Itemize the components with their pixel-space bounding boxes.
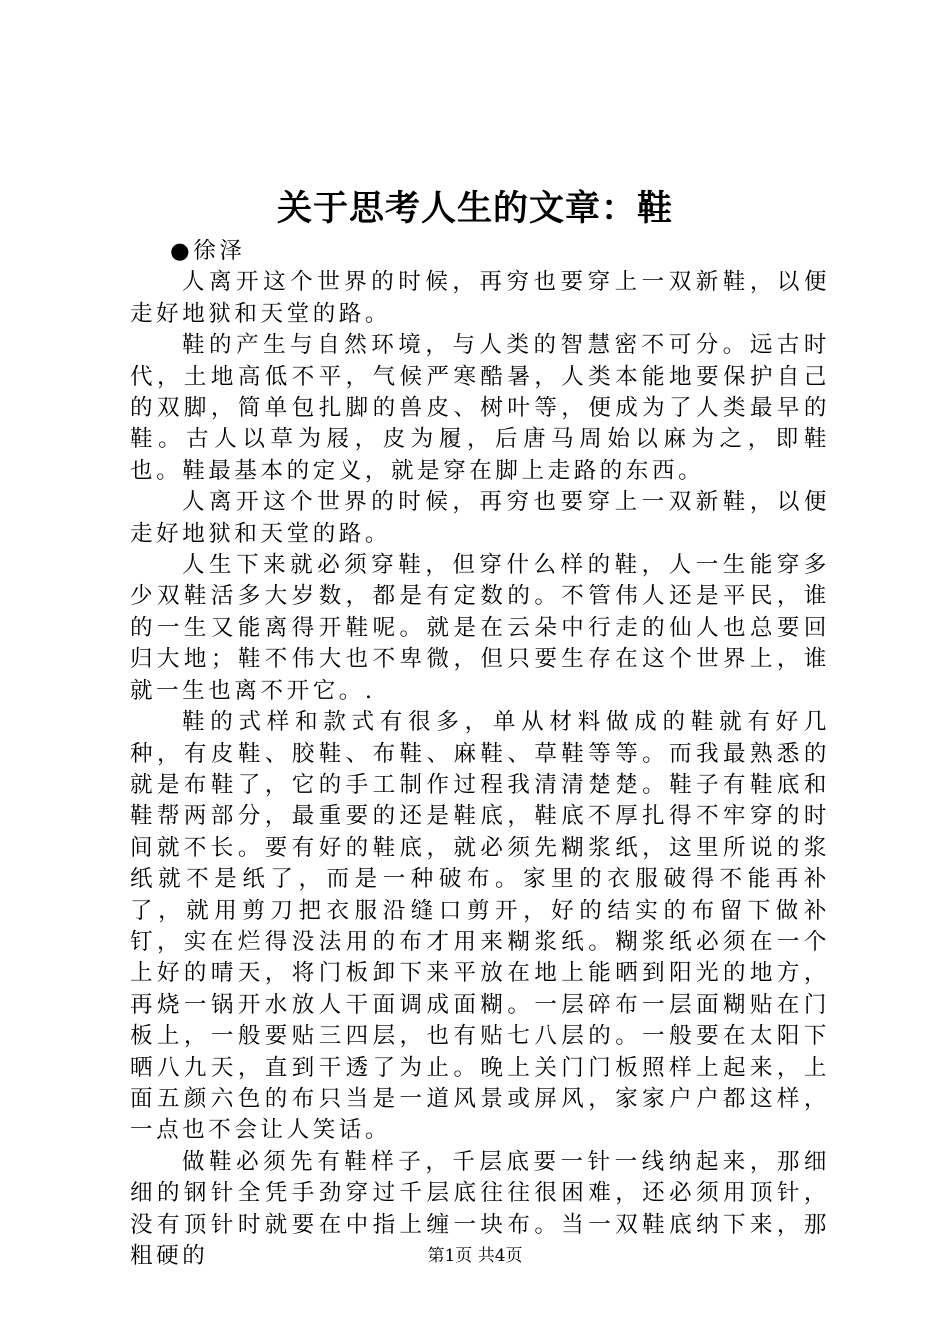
paragraph-1: 人离开这个世界的时候，再穷也要穿上一双新鞋，以便走好地狱和天堂的路。 [130, 269, 830, 327]
author-line: ●徐泽 [170, 238, 246, 264]
paragraph-5: 鞋的式样和款式有很多，单从材料做成的鞋就有好几种，有皮鞋、胶鞋、布鞋、麻鞋、草鞋等等。而我最熟悉的就是布鞋了，它的手工制作过程我清清楚楚。鞋子有鞋底和鞋帮两部分，最重要的还是鞋底，鞋底不厚扎得不牢穿的时间就不长。要有好的鞋底，就必须先糊浆纸，这里所说的浆纸就不是纸了，而是一种破布。家里的衣服破得不能再补了，就用剪刀把衣服沿缝口剪开，好的结实的布留下做补钉，实在烂得没法用的布才用来糊浆纸。糊浆纸必须在一个上好的晴天，将门板卸下来平放在地上能晒到阳光的地方，再烧一锅开水放人干面调成面糊。一层碎布一层面糊贴在门板上，一般要贴三四层，也有贴七八层的。一般要在太阳下晒八九天，直到干透了为止。晚上关门门板照样上起来，上面五颜六色的布只当是一道风景或屏风，家家户户都这样，一点也不会让人笑话。 [130, 709, 830, 1144]
paragraph-2: 鞋的产生与自然环境，与人类的智慧密不可分。远古时代，土地高低不平，气候严寒酷暑，人类本能地要保护自己的双脚，简单包扎脚的兽皮、树叶等，便成为了人类最早的鞋。古人以草为屐，皮为履，后唐马周始以麻为之，即鞋也。鞋最基本的定义，就是穿在脚上走路的东西。 [130, 332, 830, 484]
paragraph-4: 人生下来就必须穿鞋，但穿什么样的鞋，人一生能穿多少双鞋活多大岁数，都是有定数的。不管伟人还是平民，谁的一生又能离得开鞋呢。就是在云朵中行走的仙人也总要回归大地；鞋不伟大也不卑微，但只要生存在这个世界上，谁就一生也离不开它。. [130, 552, 830, 704]
paragraph-6: 做鞋必须先有鞋样子，千层底要一针一线纳起来，那细细的钢针全凭手劲穿过千层底往往很困难，还必须用顶针，没有顶针时就要在中指上缠一块布。当一双鞋底纳下来，那粗硬的 [130, 1148, 830, 1269]
page-footer: 第1页 共4页 [427, 1246, 523, 1266]
paragraph-3: 人离开这个世界的时候，再穷也要穿上一双新鞋，以便走好地狱和天堂的路。 [130, 489, 830, 547]
document-title: 关于思考人生的文章：鞋 [276, 188, 673, 229]
document-body [130, 236, 830, 1272]
